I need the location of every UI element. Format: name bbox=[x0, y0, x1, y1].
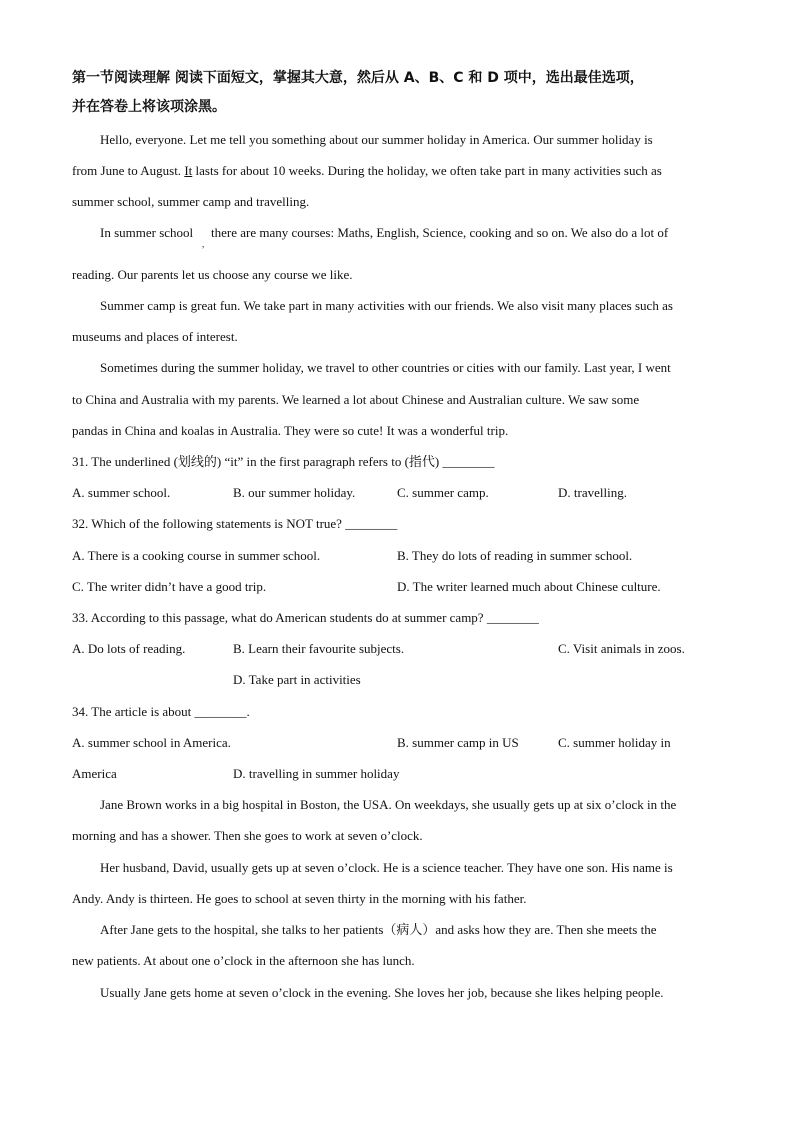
question-32: 32. Which of the following statements is NOT true? ________ bbox=[72, 516, 398, 531]
q32-option-d[interactable]: D. The writer learned much about Chinese culture. bbox=[397, 579, 661, 594]
q32-option-a[interactable]: A. There is a cooking course in summer school. bbox=[72, 548, 321, 563]
passage1-para2-line1b: there are many courses: Maths, English, Science, cooking and so on. We also do a lot of bbox=[211, 225, 669, 240]
passage2-para3-line1: After Jane gets to the hospital, she talks to her patients（病人）and asks how they are. Then she meets the bbox=[100, 922, 657, 937]
stray-comma: , bbox=[202, 239, 205, 249]
q32-option-c[interactable]: C. The writer didn’t have a good trip. bbox=[72, 579, 267, 594]
question-33: 33. According to this passage, what do American students do at summer camp? ________ bbox=[72, 610, 539, 625]
passage1-para3-line2: museums and places of interest. bbox=[72, 329, 238, 344]
para1-line2-end: lasts for about 10 weeks. During the holiday, we often take part in many activities such as bbox=[192, 163, 662, 178]
q33-option-d[interactable]: D. Take part in activities bbox=[233, 672, 361, 687]
passage1-para4-line2: to China and Australia with my parents. We learned a lot about Chinese and Australian culture. We saw some bbox=[72, 392, 640, 407]
q33-option-b[interactable]: B. Learn their favourite subjects. bbox=[233, 641, 405, 656]
passage1-para4-line1: Sometimes during the summer holiday, we travel to other countries or cities with our family. Last year, I went bbox=[100, 360, 671, 375]
passage1-para1-line2 bbox=[72, 163, 662, 179]
section-instruction-line2: 并在答卷上将该项涂黑。 bbox=[72, 99, 226, 115]
q31-option-a[interactable]: A. summer school. bbox=[72, 485, 171, 500]
passage1-para4-line3: pandas in China and koalas in Australia. They were so cute! It was a wonderful trip. bbox=[72, 423, 509, 438]
para1-line2-start: from June to August. bbox=[72, 163, 185, 178]
passage2-para4-line1: Usually Jane gets home at seven o’clock in the evening. She loves her job, because she likes helping people. bbox=[100, 985, 664, 1000]
q31-option-b[interactable]: B. our summer holiday. bbox=[233, 485, 356, 500]
passage1-para2-line1a: In summer school bbox=[100, 225, 194, 240]
passage1-para3-line1: Summer camp is great fun. We take part in many activities with our friends. We also visit many places such as bbox=[100, 298, 673, 313]
passage1-para1-line3: summer school, summer camp and travelling. bbox=[72, 194, 310, 209]
q34-option-d[interactable]: D. travelling in summer holiday bbox=[233, 766, 400, 781]
passage2-para2-line2: Andy. Andy is thirteen. He goes to school at seven thirty in the morning with his father. bbox=[72, 891, 527, 906]
passage2-para2-line1: Her husband, David, usually gets up at seven o’clock. He is a science teacher. They have one son. His name is bbox=[100, 860, 673, 875]
q34-option-c-continued[interactable]: America bbox=[72, 766, 117, 781]
question-31: 31. The underlined (划线的) “it” in the first paragraph refers to (指代) ________ bbox=[72, 454, 495, 469]
passage2-para3-line2: new patients. At about one o’clock in the afternoon she has lunch. bbox=[72, 953, 415, 968]
q31-option-c[interactable]: C. summer camp. bbox=[397, 485, 489, 500]
q34-option-c[interactable]: C. summer holiday in bbox=[558, 735, 671, 750]
passage2-para1-line1: Jane Brown works in a big hospital in Boston, the USA. On weekdays, she usually gets up at six o’clock in the bbox=[100, 797, 677, 812]
q31-option-d[interactable]: D. travelling. bbox=[558, 485, 627, 500]
section-instruction-line1: 第一节阅读理解 阅读下面短文，掌握其大意，然后从 A、B、C 和 D 项中，选出最佳选项， bbox=[72, 70, 644, 86]
passage1-para2-line2: reading. Our parents let us choose any course we like. bbox=[72, 267, 353, 282]
q33-option-c[interactable]: C. Visit animals in zoos. bbox=[558, 641, 685, 656]
q34-option-a[interactable]: A. summer school in America. bbox=[72, 735, 231, 750]
q34-option-b[interactable]: B. summer camp in US bbox=[397, 735, 519, 750]
passage1-para1-line1: Hello, everyone. Let me tell you something about our summer holiday in America. Our summer holiday is bbox=[100, 132, 653, 147]
q33-option-a[interactable]: A. Do lots of reading. bbox=[72, 641, 186, 656]
q32-option-b[interactable]: B. They do lots of reading in summer school. bbox=[397, 548, 633, 563]
underlined-it: It bbox=[184, 163, 193, 178]
passage2-para1-line2: morning and has a shower. Then she goes to work at seven o’clock. bbox=[72, 828, 423, 843]
question-34: 34. The article is about ________. bbox=[72, 704, 250, 719]
